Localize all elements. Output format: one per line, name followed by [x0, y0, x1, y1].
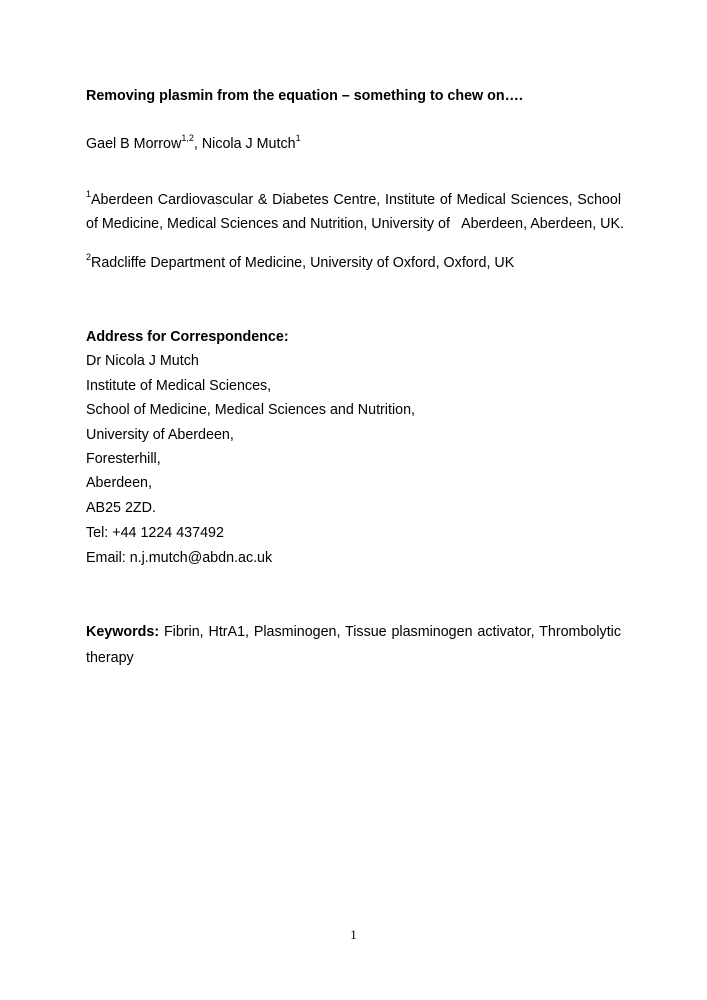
affiliation-1-line-1 — [86, 191, 621, 209]
author-separator: , — [193, 136, 202, 152]
author-name: Nicola J Mutch — [201, 136, 296, 152]
affiliation-text: Radcliffe Department of Medicine, University of Oxford, Oxford, UK — [91, 255, 515, 271]
correspondence-line: School of Medicine, Medical Sciences and Nutrition, — [86, 402, 415, 418]
author-list — [86, 135, 301, 153]
correspondence-phone: Tel: +44 1224 437492 — [86, 525, 224, 541]
keywords-label: Keywords: — [86, 624, 160, 640]
affiliation-2 — [86, 254, 514, 272]
affiliation-marker: 1 — [86, 189, 92, 200]
affiliation-1-line-2: of Medicine, Medical Sciences and Nutrition, University of Aberdeen, Aberdeen, UK. — [86, 216, 625, 232]
correspondence-line: Aberdeen, — [86, 475, 152, 491]
correspondence-heading: Address for Correspondence: — [86, 329, 289, 345]
correspondence-line: Dr Nicola J Mutch — [86, 353, 199, 369]
affiliation-text: Aberdeen Cardiovascular & Diabetes Centre, Institute of Medical Sciences, School — [91, 192, 621, 208]
author-affiliation-marker: 1 — [295, 133, 301, 144]
keywords-text: Fibrin, HtrA1, Plasminogen, Tissue plasminogen activator, Thrombolytic — [163, 624, 621, 640]
keywords-line-1 — [86, 623, 621, 641]
author-name: Gael B Morrow — [86, 136, 182, 152]
paper-title: Removing plasmin from the equation – something to chew on…. — [86, 88, 523, 104]
page-number: 1 — [350, 927, 357, 942]
affiliation-marker: 2 — [86, 252, 92, 263]
correspondence-email: Email: n.j.mutch@abdn.ac.uk — [86, 550, 273, 566]
author-affiliation-marker: 1,2 — [181, 133, 194, 144]
keywords-line-2: therapy — [86, 650, 134, 666]
correspondence-line: AB25 2ZD. — [86, 500, 156, 516]
correspondence-line: University of Aberdeen, — [86, 427, 234, 443]
correspondence-line: Institute of Medical Sciences, — [86, 378, 272, 394]
correspondence-line: Foresterhill, — [86, 451, 161, 467]
